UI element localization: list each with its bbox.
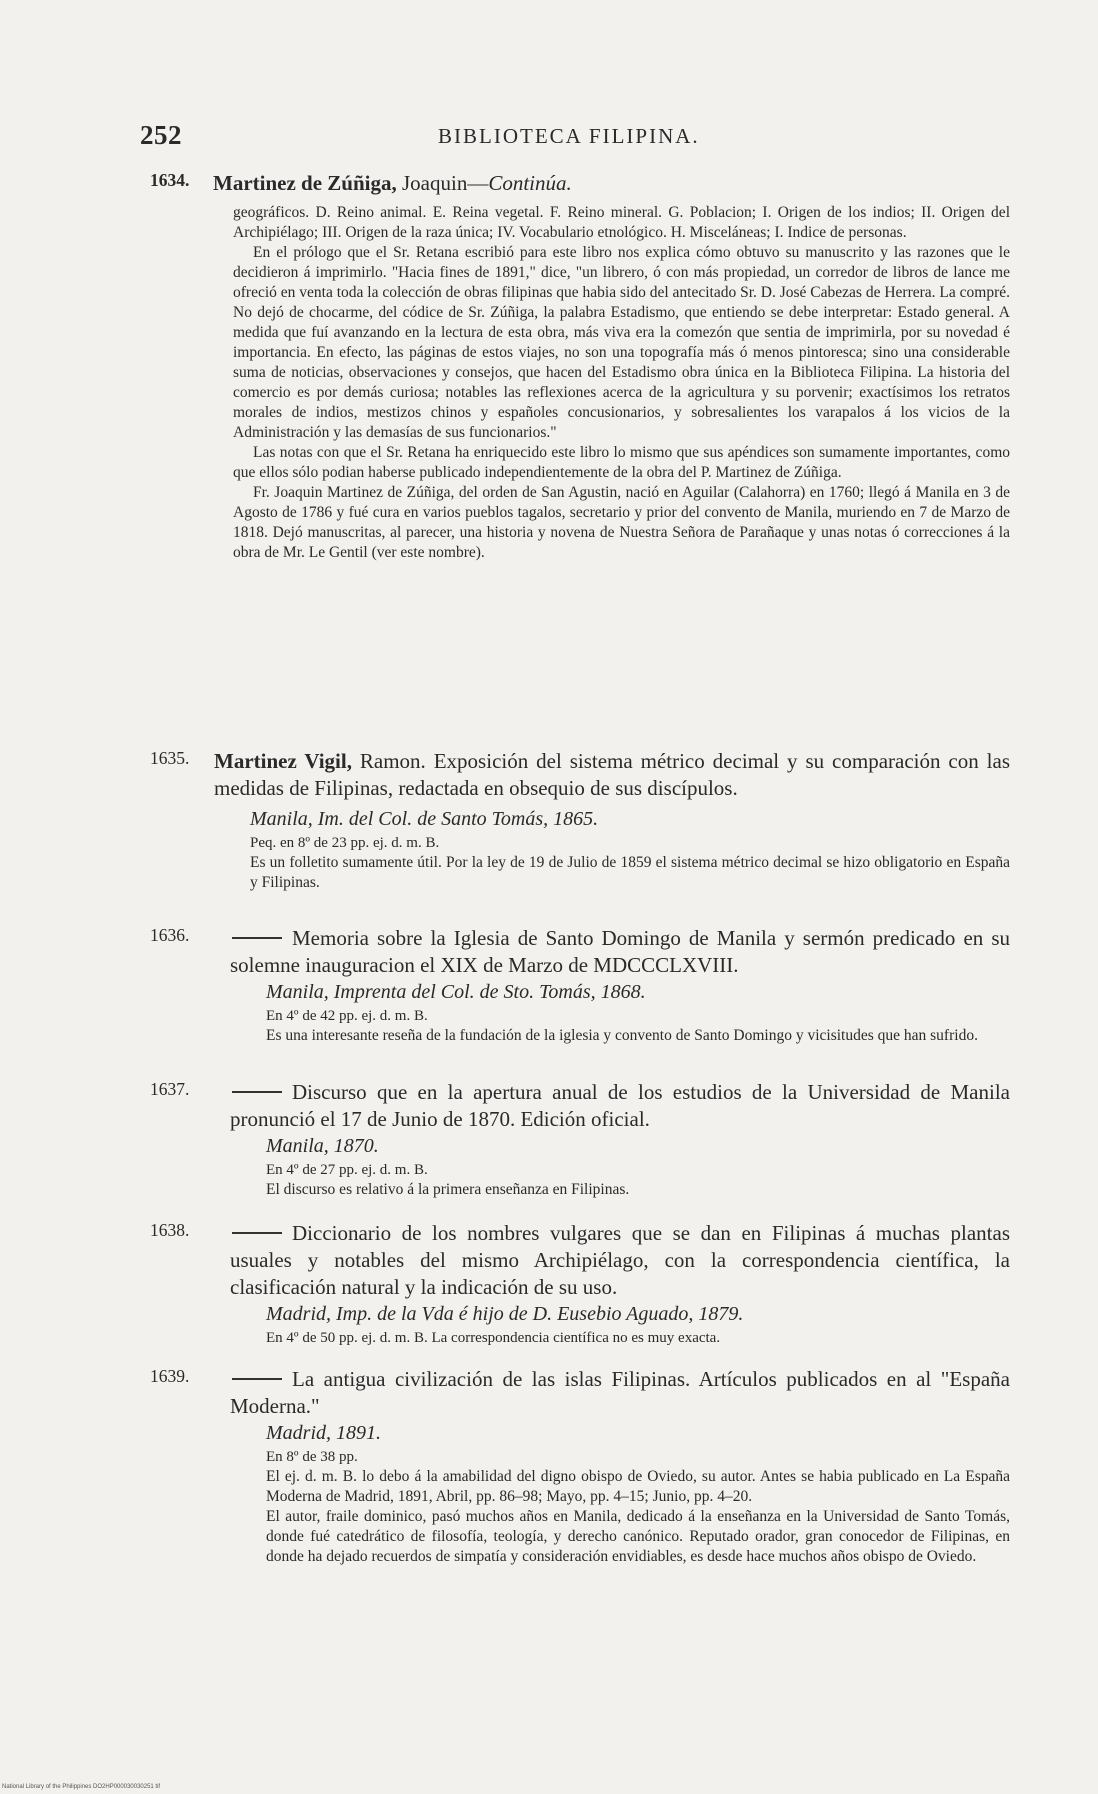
imprint: Manila, Im. del Col. de Santo Tomás, 1865.: [250, 808, 599, 830]
entry-number: 1636.: [150, 925, 190, 945]
imprint: Manila, Imprenta del Col. de Sto. Tomás, 1868.: [266, 981, 646, 1003]
note-paragraph: El ej. d. m. B. lo debo á la amabilidad del digno obispo de Oviedo, su autor. Antes se habia publicado en La España Moderna de Madrid, 1891, Abril, pp. 86–98; Mayo, pp. 4–15; Junio, pp. 4–20.: [266, 1468, 1010, 1505]
note-paragraph: En el prólogo que el Sr. Retana escribió para este libro nos explica cómo obtuvo su manuscrito y las razones que le decidieron á imprimirlo. "Hacia fines de 1891," dice, "un librero, ó con más propiedad, un corredor de libros de lance me ofreció en venta toda la colección de obras filipinas que habia sido del antecitado Sr. D. José Cabezas de Herrera. La compré. No dejó de chocarme, del códice de Sr. Zúñiga, la palabra Estadismo, que entiendo se debe interpretar: Estado general. A medida que fuí avanzando en la lectura de esta obra, más viva era la comezón que sentia de imprimirla, por su novedad é importancia. En efecto, las páginas de estos viajes, no son una topografía más ó menos pintoresca; sino una considerable suma de noticias, observaciones y consejos, que hacen del Estadismo obra única en la Biblioteca Filipina. La historia del comercio es por demás curiosa; notables las reflexiones acerca de la agricultura y su porvenir; exactísimos los retratos morales de indios, mestizos chinos y españoles concusionarios, y sobresalientes los varapalos á los vicios de la Administración y las demasías de sus funcionarios.": [233, 244, 1010, 441]
entry-number: 1635.: [150, 748, 190, 768]
entry-heading: [213, 170, 1010, 197]
entry-1638: [150, 1220, 1010, 1348]
note-paragraph: Fr. Joaquin Martinez de Zúñiga, del orden de San Agustin, nació en Aguilar (Calahorra) en 1760; llegó á Manila en 3 de Agosto de 1786 y fué cura en varios pueblos tagalos, secretario y prior del convento de Manila, muriendo en 7 de Marzo de 1818. Dejó manuscritas, al parecer, una historia y novena de Nuestra Señora de Parañaque y unas notas ó correcciones á la obra de Mr. Le Gentil (ver este nombre).: [233, 484, 1010, 561]
entry-1634: [150, 170, 1010, 563]
author-name: Martinez Vigil,: [214, 749, 352, 773]
note-paragraph: Es una interesante reseña de la fundación de la iglesia y convento de Santo Domingo y vicisitudes que han sufrido.: [266, 1027, 978, 1044]
ditto-dash: [232, 1378, 282, 1380]
imprint: Manila, 1870.: [266, 1135, 379, 1157]
note-paragraph: geográficos. D. Reino animal. E. Reina vegetal. F. Reino mineral. G. Poblacion; I. Origen de los indios; II. Origen del Archipiélago; III. Origen de la raza única; IV. Vocabulario etnológico. H. Misceláneas; I. Indice de personas.: [233, 204, 1010, 241]
imprint: Madrid, Imp. de la Vda é hijo de D. Eusebio Aguado, 1879.: [266, 1303, 744, 1325]
physical-description: En 4º de 27 pp. ej. d. m. B.: [266, 1162, 428, 1178]
ditto-dash: [232, 1091, 282, 1093]
author-forename: Joaquin—: [402, 171, 489, 195]
note-paragraph: Las notas con que el Sr. Retana ha enriquecido este libro lo mismo que sus apéndices son sumamente importantes, como que ellos sólo podian haberse publicado independientemente de la obra del P. Martinez de Zúñiga.: [233, 444, 1010, 481]
title-text: Exposición del sistema métrico decimal y su comparación con las medidas de Filipinas, redactada en obsequio de sus discípulos.: [214, 749, 1010, 800]
scan-credit: National Library of the Philippines DO2HP000030030251 tif: [2, 1784, 161, 1790]
entry-1637: [150, 1079, 1010, 1200]
running-title: BIBLIOTECA FILIPINA.: [438, 124, 700, 148]
continued-label: Continúa.: [488, 171, 572, 195]
entry-number: 1634.: [150, 170, 190, 190]
entry-title: [214, 748, 1010, 802]
entry-1635: [150, 748, 1010, 893]
physical-description: En 4º de 42 pp. ej. d. m. B.: [266, 1008, 428, 1024]
imprint: Madrid, 1891.: [266, 1422, 381, 1444]
note-paragraph: Es un folletito sumamente útil. Por la ley de 19 de Julio de 1859 el sistema métrico decimal se hizo obligatorio en España y Filipinas.: [250, 854, 1010, 891]
entry-number: 1639.: [150, 1366, 190, 1386]
title-text: Memoria sobre la Iglesia de Santo Domingo de Manila y sermón predicado en su solemne inauguracion el XIX de Marzo de MDCCCLXVIII.: [230, 926, 1010, 977]
entry-title: [230, 925, 1010, 979]
physical-description: Peq. en 8º de 23 pp. ej. d. m. B.: [250, 835, 440, 851]
page-number: 252: [140, 120, 182, 150]
entry-1639: [150, 1366, 1010, 1567]
title-text: Diccionario de los nombres vulgares que se dan en Filipinas á muchas plantas usuales y notables del mismo Archipiélago, con la correspondencia científica, la clasificación natural y la indicación de su uso.: [230, 1221, 1010, 1299]
title-text: La antigua civilización de las islas Filipinas. Artículos publicados en al "España Moderna.": [230, 1367, 1010, 1418]
author-name: Martinez de Zúñiga,: [213, 171, 397, 195]
note-paragraph: El autor, fraile dominico, pasó muchos años en Manila, dedicado á la enseñanza en la Universidad de Santo Tomás, donde fué catedrático de filosofía, teología, y derecho canónico. Reputado orador, gran conocedor de Filipinas, en donde ha dejado recuerdos de simpatía y consideración envidiables, es desde hace muchos años obispo de Oviedo.: [266, 1508, 1010, 1565]
entry-number: 1638.: [150, 1220, 190, 1240]
entry-title: [230, 1366, 1010, 1420]
physical-description: En 8º de 38 pp.: [266, 1449, 358, 1465]
ditto-dash: [232, 1232, 282, 1234]
note-paragraph: El discurso es relativo á la primera enseñanza en Filipinas.: [266, 1181, 630, 1198]
author-forename: Ramon.: [359, 749, 426, 773]
entry-title: [230, 1079, 1010, 1133]
title-text: Discurso que en la apertura anual de los estudios de la Universidad de Manila pronunció el 17 de Junio de 1870. Edición oficial.: [230, 1080, 1010, 1131]
ditto-dash: [232, 937, 282, 939]
entry-number: 1637.: [150, 1079, 190, 1099]
physical-description: En 4º de 50 pp. ej. d. m. B. La correspondencia científica no es muy exacta.: [266, 1330, 721, 1346]
page-header: [140, 120, 1000, 160]
entry-1636: [150, 925, 1010, 1046]
entry-title: [230, 1220, 1010, 1301]
